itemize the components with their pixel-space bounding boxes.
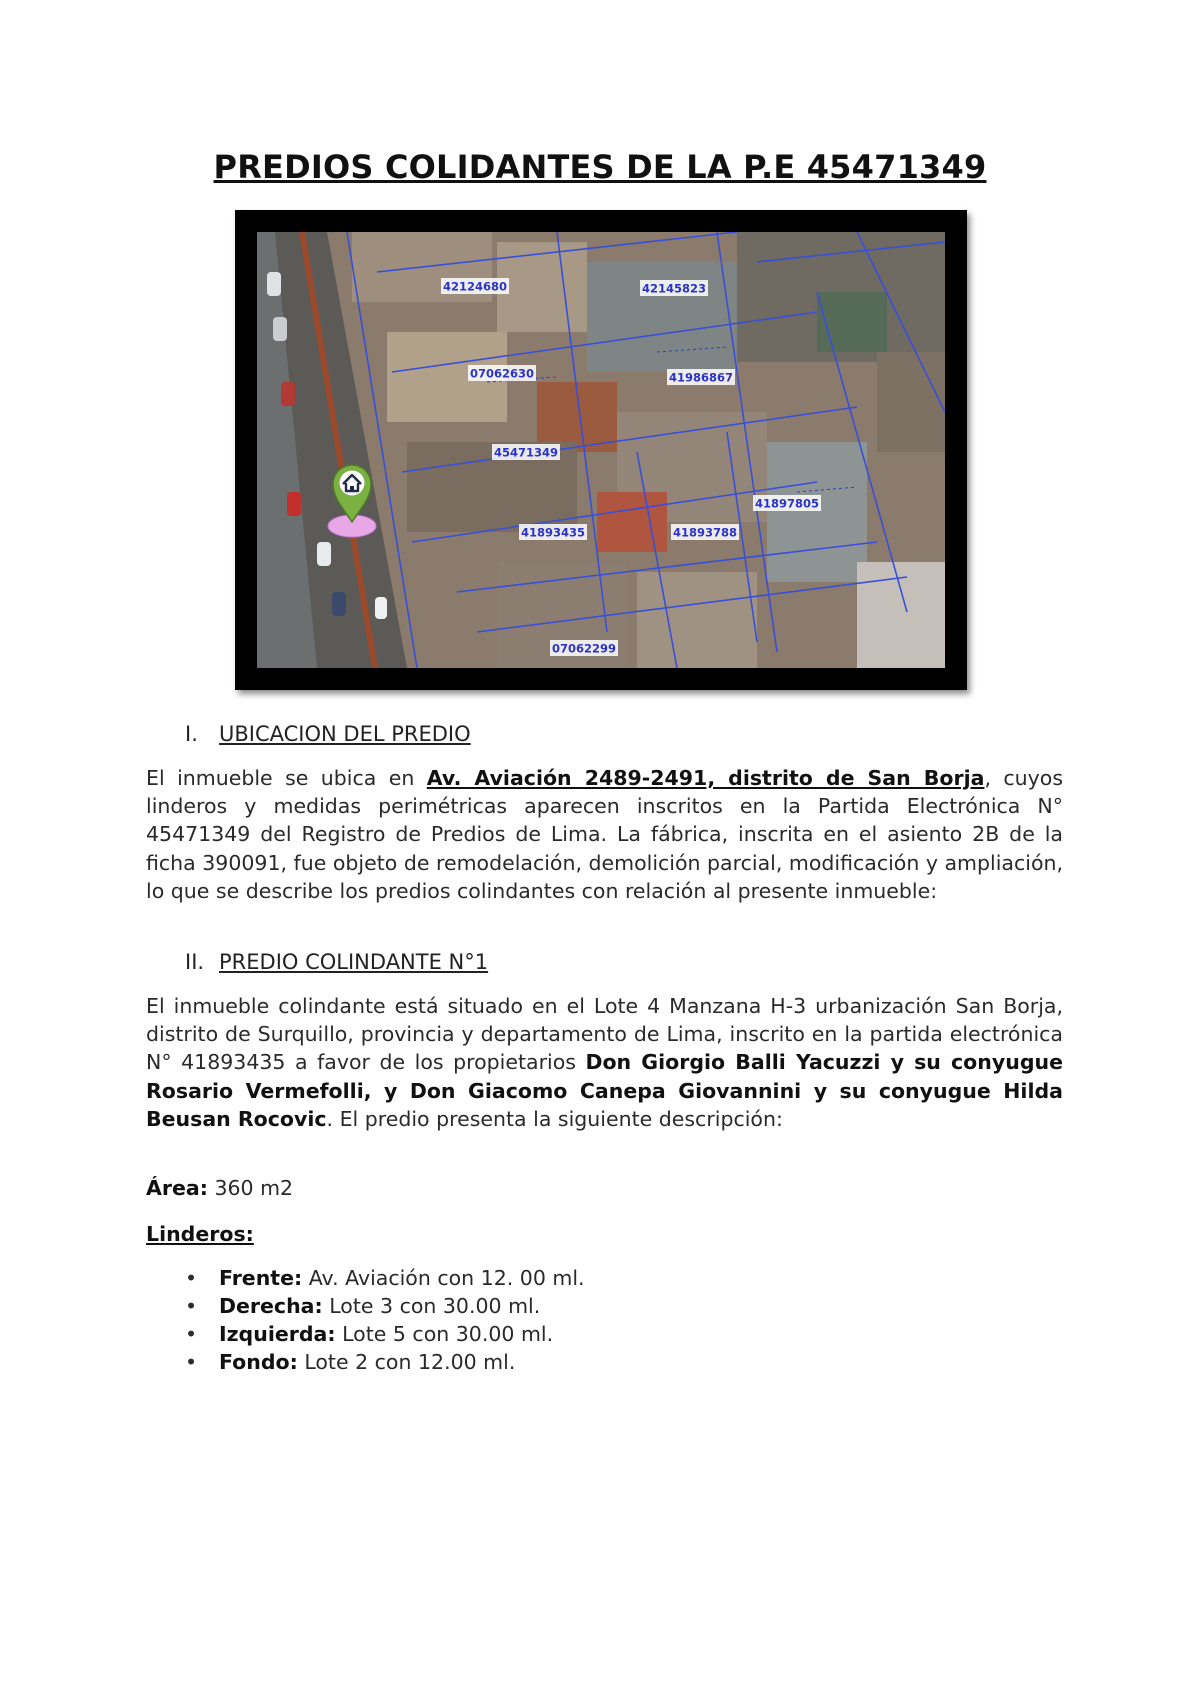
svg-text:42145823: 42145823 bbox=[641, 281, 707, 296]
map-roof bbox=[497, 242, 587, 332]
map-roof bbox=[877, 352, 945, 452]
satellite-parcel-map bbox=[257, 232, 945, 668]
section-heading-text: PREDIO COLINDANTE N°1 bbox=[219, 950, 489, 974]
map-roof bbox=[637, 572, 757, 668]
paragraph-text: El inmueble se ubica en bbox=[146, 766, 427, 790]
map-roof bbox=[817, 292, 887, 352]
area-field bbox=[146, 1176, 293, 1200]
svg-text:41897805: 41897805 bbox=[754, 496, 820, 511]
map-roof bbox=[597, 492, 667, 552]
svg-text:41893788: 41893788 bbox=[672, 525, 738, 540]
lindero-label: Izquierda: bbox=[219, 1322, 336, 1346]
parcel-label bbox=[753, 495, 821, 511]
linderos-heading bbox=[146, 1222, 254, 1246]
bullet-icon: • bbox=[185, 1350, 198, 1374]
section-heading-ubicacion bbox=[185, 722, 471, 746]
lindero-label: Fondo: bbox=[219, 1350, 298, 1374]
lindero-label: Derecha: bbox=[219, 1294, 323, 1318]
parcel-label bbox=[519, 524, 587, 540]
svg-text:07062630: 07062630 bbox=[469, 366, 535, 381]
parcel-label bbox=[667, 369, 735, 385]
lindero-value: Lote 5 con 30.00 ml. bbox=[335, 1322, 554, 1346]
section-number: II. bbox=[185, 950, 205, 974]
area-value: 360 m2 bbox=[207, 1176, 294, 1200]
paragraph-text: El inmueble colindante está situado en el Lote 4 Manzana H-3 urbanización San Borja, distrito de Surquillo, provincia y departamento de Lima, inscrito en la partida electrónica N° 41893435 a favor de los propietarios bbox=[146, 994, 1063, 1075]
lindero-value: Lote 3 con 30.00 ml. bbox=[322, 1294, 541, 1318]
map-car bbox=[273, 317, 287, 341]
svg-text:41893435: 41893435 bbox=[520, 525, 586, 540]
svg-text:42124680: 42124680 bbox=[442, 279, 508, 294]
section-heading-predio-colindante bbox=[185, 950, 488, 974]
map-car bbox=[287, 492, 301, 516]
area-label: Área: bbox=[146, 1176, 208, 1200]
lindero-value: Av. Aviación con 12. 00 ml. bbox=[302, 1266, 585, 1290]
svg-text:07062299: 07062299 bbox=[551, 641, 617, 656]
map-image-frame bbox=[235, 210, 967, 690]
parcel-label bbox=[441, 278, 509, 294]
parcel-label bbox=[492, 444, 560, 460]
predio-colindante-paragraph bbox=[146, 992, 1063, 1133]
map-car bbox=[317, 542, 331, 566]
lindero-label: Frente: bbox=[219, 1266, 303, 1290]
map-roof bbox=[767, 442, 867, 582]
list-item bbox=[185, 1348, 585, 1376]
bullet-icon: • bbox=[185, 1322, 198, 1346]
owners-text: Don Giorgio Balli Yacuzzi y su conyugue Rosario Vermefolli, y Don Giacomo Canepa Giovannini y su conyugue Hilda Beusan Rocovic bbox=[146, 1050, 1063, 1131]
map-car bbox=[332, 592, 346, 616]
map-car bbox=[281, 382, 295, 406]
svg-text:45471349: 45471349 bbox=[493, 445, 559, 460]
map-roof bbox=[587, 262, 737, 372]
page-title: PREDIOS COLIDANTES DE LA P.E 45471349 bbox=[213, 148, 987, 186]
paragraph-text: , cuyos linderos y medidas perimétricas aparecen inscritos en la Partida Electrónica N° 45471349 del Registro de Predios de Lima. La fábrica, inscrita en el asiento 2B de la ficha 390091, fue objeto de remodelación, demolición parcial, modificación y ampliación, lo que se describe los predios colindantes con relación al presente inmueble: bbox=[146, 766, 1064, 903]
address-text: Av. Aviación 2489-2491, distrito de San Borja bbox=[426, 766, 985, 790]
ubicacion-paragraph bbox=[146, 764, 1063, 905]
parcel-label bbox=[640, 280, 708, 296]
linderos-label: Linderos: bbox=[146, 1222, 254, 1246]
list-item bbox=[185, 1264, 585, 1292]
paragraph-text: . El predio presenta la siguiente descripción: bbox=[326, 1106, 783, 1131]
linderos-list bbox=[185, 1264, 585, 1376]
parcel-label bbox=[671, 524, 739, 540]
svg-text:41986867: 41986867 bbox=[668, 370, 734, 385]
parcel-label bbox=[468, 365, 536, 381]
lindero-value: Lote 2 con 12.00 ml. bbox=[297, 1350, 516, 1374]
list-item bbox=[185, 1292, 585, 1320]
map-car bbox=[375, 597, 387, 619]
parcel-label bbox=[550, 640, 618, 656]
list-item bbox=[185, 1320, 585, 1348]
bullet-icon: • bbox=[185, 1294, 198, 1318]
section-number: I. bbox=[185, 722, 198, 746]
section-heading-text: UBICACION DEL PREDIO bbox=[219, 722, 471, 746]
map-car bbox=[267, 272, 281, 296]
bullet-icon: • bbox=[185, 1266, 198, 1290]
